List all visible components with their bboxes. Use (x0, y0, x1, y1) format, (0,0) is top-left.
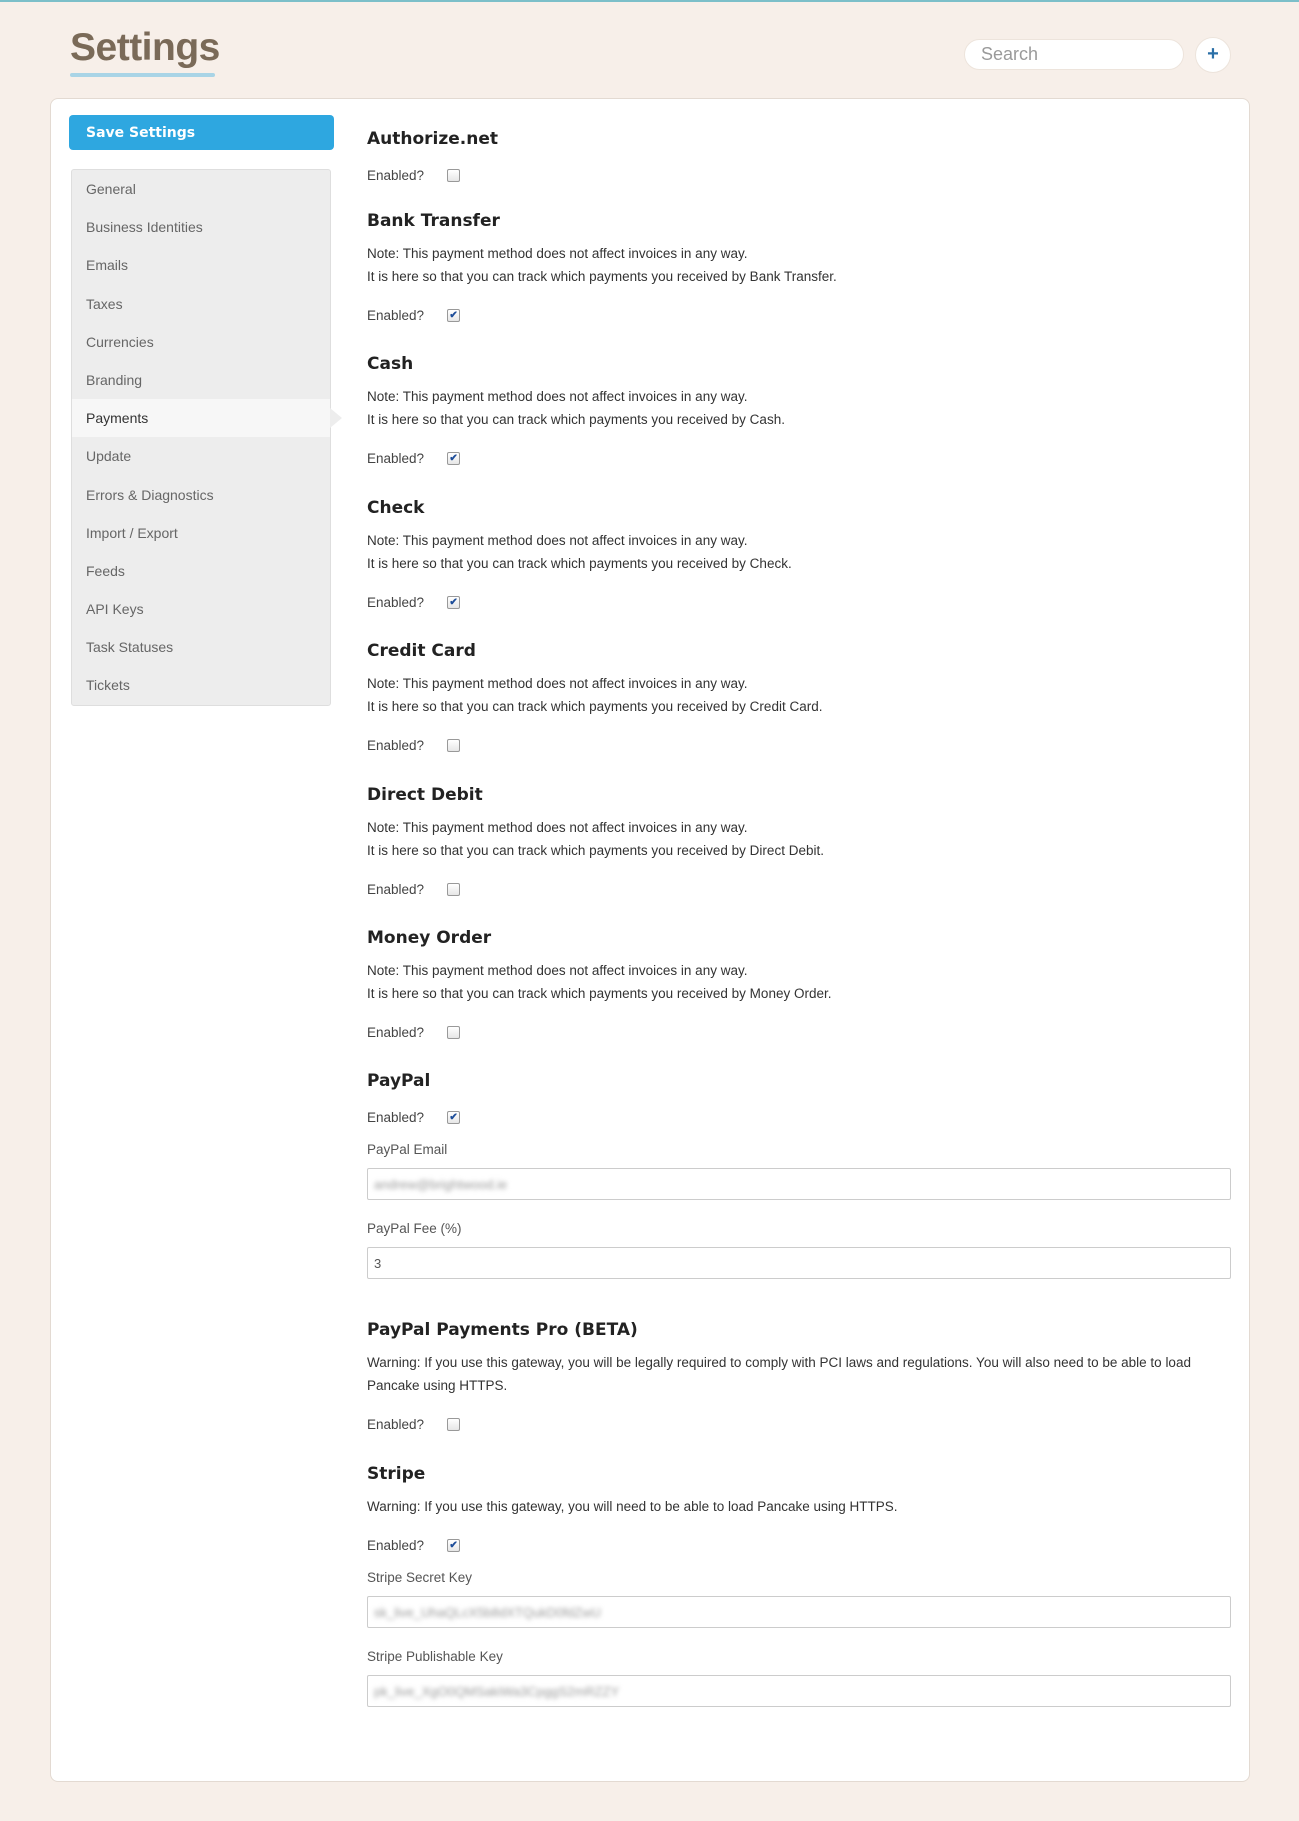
note-line-2: It is here so that you can track which payments you received by Money Order. (367, 986, 832, 1001)
stripe-publishable-label: Stripe Publishable Key (367, 1649, 503, 1664)
note-line-1: Note: This payment method does not affect invoices in any way. (367, 246, 748, 261)
sidebar-item-payments[interactable]: Payments (72, 399, 330, 437)
stripe-section (367, 1464, 1232, 1707)
note-line-2: It is here so that you can track which payments you received by Credit Card. (367, 699, 823, 714)
direct-debit-title: Direct Debit (367, 785, 483, 805)
cash-enabled-row (367, 448, 1232, 468)
sidebar-item-errors-diagnostics[interactable]: Errors & Diagnostics (86, 486, 214, 503)
check-section (367, 498, 1232, 612)
stripe-warning: Warning: If you use this gateway, you will need to be able to load Pancake using HTTPS. (367, 1499, 898, 1514)
enabled-label: Enabled? (367, 737, 425, 753)
stripe-secret-label: Stripe Secret Key (367, 1570, 473, 1585)
paypal-enabled-checkbox[interactable]: ✔ (447, 1111, 460, 1124)
credit-card-title: Credit Card (367, 641, 476, 661)
money-order-enabled-checkbox[interactable] (447, 1026, 460, 1039)
sidebar-item-feeds[interactable]: Feeds (86, 562, 125, 579)
paypal-pro-enabled-row (367, 1414, 1232, 1434)
cash-note (367, 385, 1232, 431)
sidebar-item-emails[interactable]: Emails (86, 257, 129, 274)
money-order-enabled-row (367, 1022, 1232, 1042)
stripe-publishable-field[interactable] (367, 1675, 1231, 1707)
enabled-label: Enabled? (367, 1109, 425, 1125)
sidebar-item-branding[interactable]: Branding (86, 371, 143, 388)
stripe-secret-field[interactable] (367, 1596, 1231, 1628)
money-order-title: Money Order (367, 928, 492, 948)
paypal-fee-label: PayPal Fee (%) (367, 1221, 462, 1236)
note-line-2: It is here so that you can track which payments you received by Bank Transfer. (367, 269, 837, 284)
bank-transfer-title: Bank Transfer (367, 211, 500, 231)
bank-transfer-enabled-row (367, 305, 1232, 325)
save-settings-button[interactable]: Save Settings (69, 115, 334, 150)
direct-debit-note (367, 816, 1232, 862)
note-line-1: Note: This payment method does not affect invoices in any way. (367, 676, 748, 691)
enabled-label: Enabled? (367, 167, 425, 183)
authorize-title: Authorize.net (367, 129, 499, 149)
note-line-2: It is here so that you can track which payments you received by Cash. (367, 412, 785, 427)
sidebar-item-currencies[interactable]: Currencies (86, 333, 154, 350)
paypal-email-label: PayPal Email (367, 1142, 448, 1157)
check-note (367, 529, 1232, 575)
note-line-2: It is here so that you can track which payments you received by Direct Debit. (367, 843, 824, 858)
paypal-email-field[interactable] (367, 1168, 1231, 1200)
authorize-enabled-checkbox[interactable] (447, 169, 460, 182)
stripe-enabled-row (367, 1535, 1232, 1555)
page-title: Settings (70, 26, 220, 69)
add-button[interactable]: + (1195, 37, 1231, 73)
stripe-publishable-value: pk_live_XgO0QMSakiWa3CpggS2mRZZY (374, 1683, 620, 1699)
enabled-label: Enabled? (367, 1024, 425, 1040)
cash-enabled-checkbox[interactable]: ✔ (447, 452, 460, 465)
check-title: Check (367, 498, 425, 518)
stripe-title: Stripe (367, 1464, 426, 1484)
enabled-label: Enabled? (367, 1537, 425, 1553)
money-order-note (367, 959, 1232, 1005)
sidebar-item-update[interactable]: Update (86, 448, 132, 465)
bank-transfer-note (367, 242, 1232, 288)
credit-card-note (367, 672, 1232, 718)
enabled-label: Enabled? (367, 307, 425, 323)
credit-card-section (367, 641, 1232, 755)
note-line-1: Note: This payment method does not affect invoices in any way. (367, 533, 748, 548)
settings-sidebar (71, 169, 331, 706)
paypal-pro-warning: Warning: If you use this gateway, you will be legally required to comply with PCI laws and regulations. You will also need to be able to load Pancake using HTTPS. (367, 1355, 1191, 1393)
bank-transfer-section (367, 211, 1232, 325)
direct-debit-enabled-row (367, 879, 1232, 899)
paypal-title: PayPal (367, 1071, 431, 1091)
cash-title: Cash (367, 354, 414, 374)
paypal-section (367, 1071, 1232, 1279)
sidebar-item-task-statuses[interactable]: Task Statuses (86, 639, 174, 656)
sidebar-item-taxes[interactable]: Taxes (86, 295, 123, 312)
note-line-2: It is here so that you can track which payments you received by Check. (367, 556, 792, 571)
paypal-fee-value: 3 (374, 1255, 382, 1271)
sidebar-item-api-keys[interactable]: API Keys (86, 601, 144, 618)
note-line-1: Note: This payment method does not affect invoices in any way. (367, 963, 748, 978)
stripe-secret-value: sk_live_UhaQLcX5b8dXTQukD0fdZwU (374, 1604, 601, 1620)
paypal-pro-enabled-checkbox[interactable] (447, 1418, 460, 1431)
direct-debit-enabled-checkbox[interactable] (447, 883, 460, 896)
sidebar-item-tickets[interactable]: Tickets (86, 677, 130, 694)
note-line-1: Note: This payment method does not affect invoices in any way. (367, 389, 748, 404)
note-line-1: Note: This payment method does not affect invoices in any way. (367, 820, 748, 835)
credit-card-enabled-checkbox[interactable] (447, 739, 460, 752)
search-input[interactable] (964, 39, 1184, 70)
check-enabled-row (367, 592, 1232, 612)
enabled-label: Enabled? (367, 594, 425, 610)
paypal-pro-section (367, 1320, 1232, 1434)
check-enabled-checkbox[interactable]: ✔ (447, 596, 460, 609)
bank-transfer-enabled-checkbox[interactable]: ✔ (447, 309, 460, 322)
sidebar-item-general[interactable]: General (86, 181, 136, 197)
authorize-enabled-row (367, 165, 1232, 185)
enabled-label: Enabled? (367, 450, 425, 466)
paypal-fee-field[interactable] (367, 1247, 1231, 1279)
money-order-section (367, 928, 1232, 1042)
sidebar-item-import-export[interactable]: Import / Export (86, 524, 178, 541)
enabled-label: Enabled? (367, 881, 425, 897)
authorize-section (367, 129, 1232, 185)
paypal-pro-title: PayPal Payments Pro (BETA) (367, 1320, 638, 1340)
cash-section (367, 354, 1232, 468)
sidebar-item-business-identities[interactable]: Business Identities (86, 219, 203, 236)
direct-debit-section (367, 785, 1232, 899)
stripe-enabled-checkbox[interactable]: ✔ (447, 1539, 460, 1552)
paypal-enabled-row (367, 1107, 1232, 1127)
credit-card-enabled-row (367, 735, 1232, 755)
settings-panel (50, 98, 1250, 1782)
paypal-email-value: andrew@brightwood.ie (374, 1176, 508, 1192)
enabled-label: Enabled? (367, 1416, 425, 1432)
title-underline (70, 73, 215, 77)
